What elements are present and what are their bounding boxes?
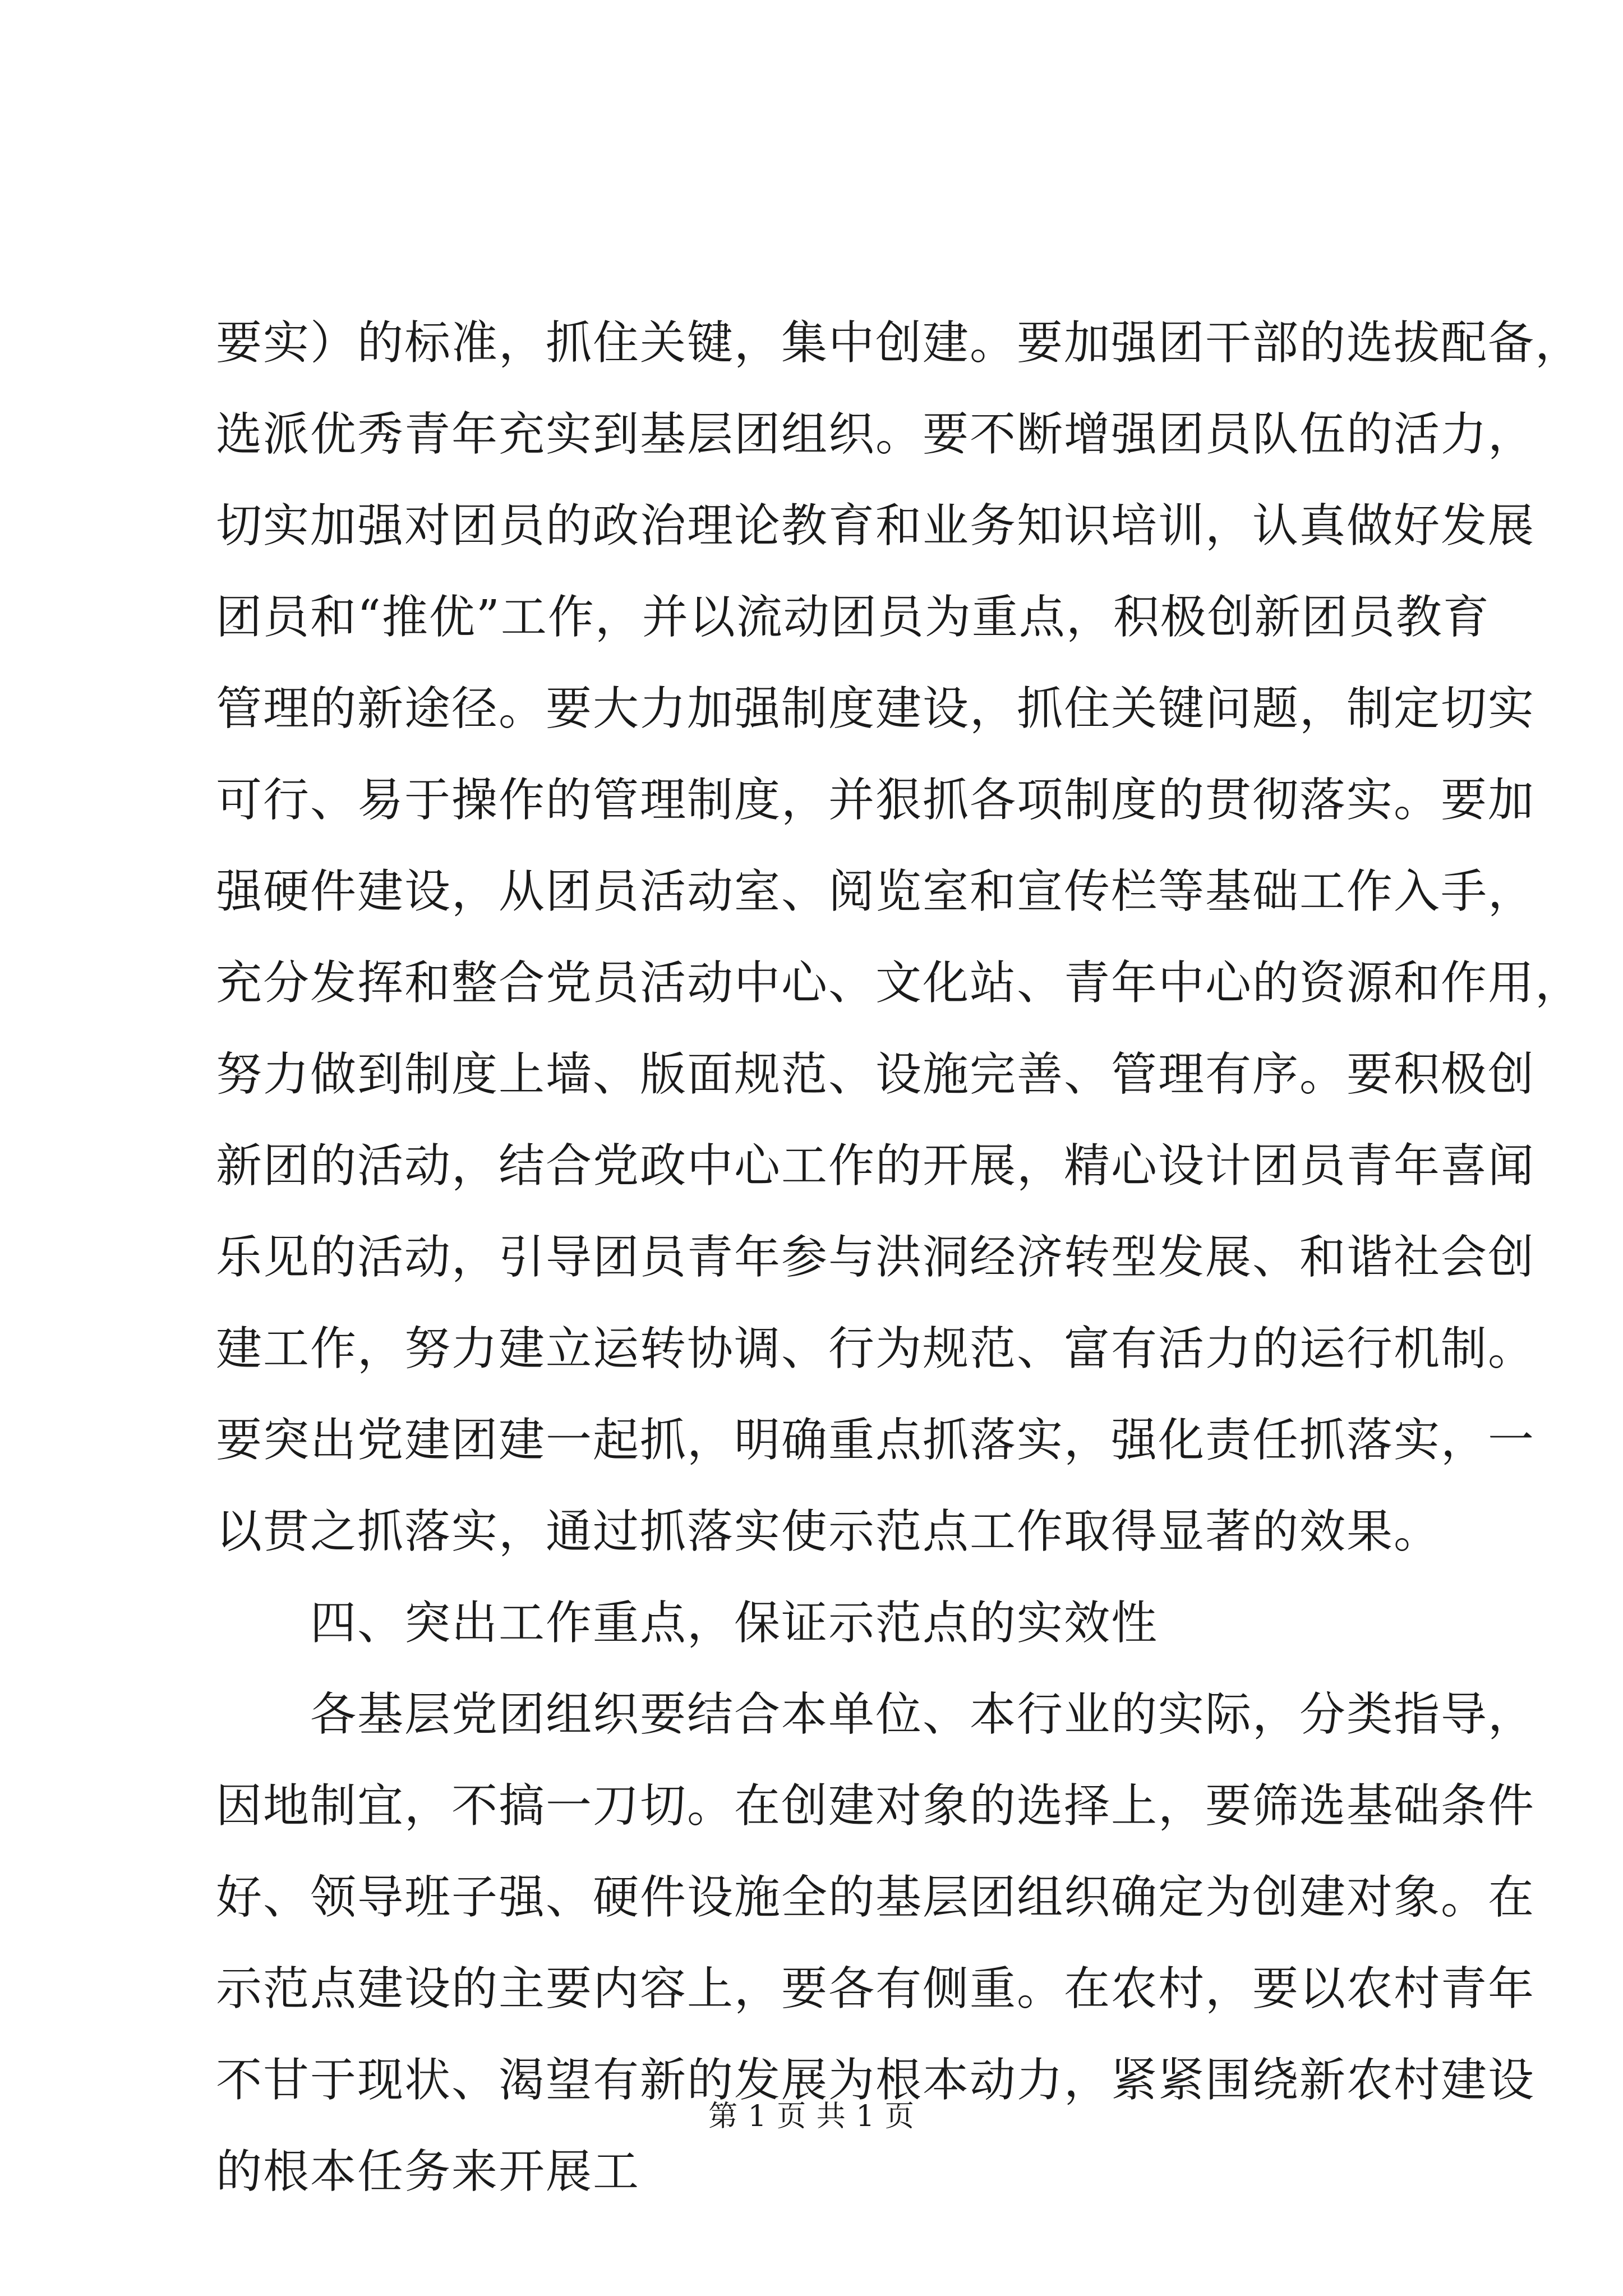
text-line: 要突出党建团建一起抓，明确重点抓落实，强化责任抓落实，一 — [216, 1414, 1536, 1467]
text-line: 示范点建设的主要内容上，要各有侧重。在农村，要以农村青年 — [216, 1962, 1536, 2016]
text-line: 乐见的活动，引导团员青年参与洪洞经济转型发展、和谐社会创 — [216, 1231, 1536, 1284]
text-line: 建工作，努力建立运转协调、行为规范、富有活力的运行机制。 — [216, 1322, 1536, 1375]
text-line: 的根本任务来开展工 — [216, 2145, 640, 2198]
text-line: 可行、易于操作的管理制度，并狠抓各项制度的贯彻落实。要加 — [216, 774, 1536, 827]
text-line: 努力做到制度上墙、版面规范、设施完善、管理有序。要积极创 — [216, 1048, 1536, 1101]
text-line: 充分发挥和整合党员活动中心、文化站、青年中心的资源和作用， — [216, 956, 1583, 1010]
text-line: 因地制宜，不搞一刀切。在创建对象的选择上，要筛选基础条件 — [216, 1779, 1536, 1833]
text-line: 切实加强对团员的政治理论教育和业务知识培训，认真做好发展 — [216, 499, 1536, 553]
page-number-footer: 第 1 页 共 1 页 — [708, 2100, 915, 2133]
text-line: 管理的新途径。要大力加强制度建设，抓住关键问题，制定切实 — [216, 682, 1536, 735]
text-line: 好、领导班子强、硬件设施全的基层团组织确定为创建对象。在 — [216, 1871, 1536, 1924]
text-line: 各基层党团组织要结合本单位、本行业的实际，分类指导， — [216, 1688, 1536, 1741]
text-line: 以贯之抓落实，通过抓落实使示范点工作取得显著的效果。 — [216, 1505, 1441, 1558]
text-line: 强硬件建设，从团员活动室、阅览室和宣传栏等基础工作入手， — [216, 865, 1536, 918]
section-heading: 四、突出工作重点，保证示范点的实效性 — [216, 1596, 1159, 1650]
text-line: 选派优秀青年充实到基层团组织。要不断增强团员队伍的活力， — [216, 408, 1536, 461]
text-line: 要实）的标准，抓住关键，集中创建。要加强团干部的选拔配备， — [216, 316, 1583, 370]
body-text — [216, 297, 1583, 2217]
text-line: 团员和“推优”工作，并以流动团员为重点，积极创新团员教育 — [216, 591, 1490, 644]
text-line: 不甘于现状、渴望有新的发展为根本动力，紧紧围绕新农村建设 — [216, 2054, 1536, 2107]
text-line: 新团的活动，结合党政中心工作的开展，精心设计团员青年喜闻 — [216, 1139, 1536, 1193]
